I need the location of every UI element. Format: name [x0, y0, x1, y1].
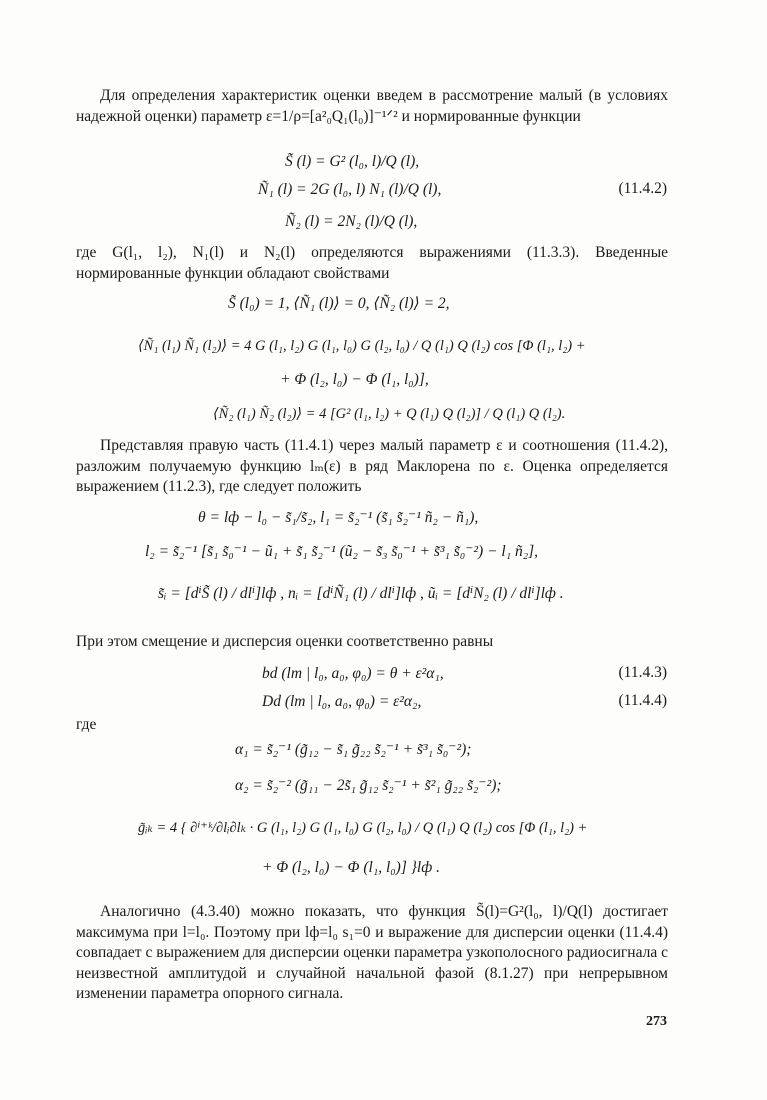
equation-number-11-4-4: (11.4.4): [618, 692, 667, 709]
equation-properties: S̃ (l₀) = 1, ⟨Ñ₁ (l)⟩ = 0, ⟨Ñ₂ (l)⟩ = 2,: [228, 295, 450, 312]
equation-correlation-n1-cont: + Φ (l₂, l₀) − Φ (l₁, l₀)],: [280, 371, 429, 388]
equation-s-tilde: S̃ (l) = G² (l₀, l)/Q (l),: [285, 153, 420, 170]
equation-number-11-4-3: (11.4.3): [618, 664, 667, 681]
equation-number-11-4-2: (11.4.2): [618, 180, 667, 197]
equation-derivatives: s̃ᵢ = [dⁱS̃ (l) / dlⁱ]lф , nᵢ = [dⁱÑ₁ (l) / dlⁱ]lф , ũᵢ = [dⁱN₂ (l) / dlⁱ]lф .: [158, 585, 564, 602]
paragraph-conclusion: Аналогично (4.3.40) можно показать, что функция S̃(l)=G²(l₀, l)/Q(l) достигает максимума при l=l₀. Поэтому при lф=l₀ s₁=0 и выражение для дисперсии оценки (11.4.4) совпадает с выражением для дисперсии оценки параметра узкополосного радиосигнала с неизвестной амплитудой и случайной начальной фазой (8.1.27) при непрерывном изменении параметра опорного сигнала.: [76, 903, 668, 1002]
equation-bias: bd (lm | l₀, a₀, φ₀) = θ + ε²α₁,: [262, 665, 444, 682]
where-label: где: [76, 716, 97, 733]
equation-correlation-n1: ⟨Ñ₁ (l₁) Ñ₁ (l₂)⟩ = 4 G (l₁, l₂) G (l₁, l₀) G (l₂, l₀) / Q (l₁) Q (l₂) cos [Φ (l₁, l₂) +: [138, 338, 586, 354]
equation-alpha2: α₂ = s̃₂⁻² (g̃₁₁ − 2s̃₁ g̃₁₂ s̃₂⁻¹ + s̃²₁ g̃₂₂ s̃₂⁻²);: [235, 777, 502, 794]
equation-theta: θ = lф − l₀ − s̃₁/s̃₂, l₁ = s̃₂⁻¹ (s̃₁ s̃₂⁻¹ ñ₂ − ñ₁),: [198, 509, 479, 526]
paragraph-expansion: Представляя правую часть (11.4.1) через малый параметр ε и соотношения (11.4.2), разложим получаемую функцию lₘ(ε) в ряд Маклорена по ε. Оценка определяется выражением (11.2.3), где следует положить: [76, 437, 668, 495]
paragraph-properties: где G(l₁, l₂), N₁(l) и N₂(l) определяются выражениями (11.3.3). Введенные нормированные функции обладают свойствами: [76, 244, 668, 282]
equation-l2: l₂ = s̃₂⁻¹ [s̃₁ s̃₀⁻¹ − ũ₁ + s̃₁ s̃₂⁻¹ (ũ₂ − s̃₃ s̃₀⁻¹ + s̃³₁ s̃₀⁻²) − l₁ ñ₂],: [145, 543, 539, 560]
equation-g-ik-cont: + Φ (l₂, l₀) − Φ (l₁, l₀)] }lф .: [262, 859, 440, 876]
paragraph-bias-variance: При этом смещение и дисперсия оценки соответственно равны: [76, 633, 494, 650]
equation-g-ik: g̃ᵢₖ = 4 { ∂ⁱ⁺ᵏ/∂lᵢ∂lₖ · G (l₁, l₂) G (l₁, l₀) G (l₂, l₀) / Q (l₁) Q (l₂) cos [Φ (l₁, l₂) +: [138, 820, 588, 836]
equation-alpha1: α₁ = s̃₂⁻¹ (g̃₁₂ − s̃₁ g̃₂₂ s̃₂⁻¹ + s̃³₁ s̃₀⁻²);: [235, 741, 472, 758]
page-number: 273: [646, 1014, 667, 1029]
equation-variance: Dd (lm | l₀, a₀, φ₀) = ε²α₂,: [262, 693, 422, 710]
equation-n2-tilde: Ñ₂ (l) = 2N₂ (l)/Q (l),: [285, 213, 418, 230]
equation-n1-tilde: Ñ₁ (l) = 2G (l₀, l) N₁ (l)/Q (l),: [258, 181, 442, 198]
paragraph-intro: Для определения характеристик оценки введем в рассмотрение малый (в условиях надежной оценки) параметр ε=1/ρ=[a²₀Q₁(l₀)]⁻¹ᐟ² и нормированные функции: [76, 87, 668, 125]
equation-correlation-n2: ⟨Ñ₂ (l₁) Ñ₂ (l₂)⟩ = 4 [G² (l₁, l₂) + Q (l₁) Q (l₂)] / Q (l₁) Q (l₂).: [213, 406, 566, 422]
